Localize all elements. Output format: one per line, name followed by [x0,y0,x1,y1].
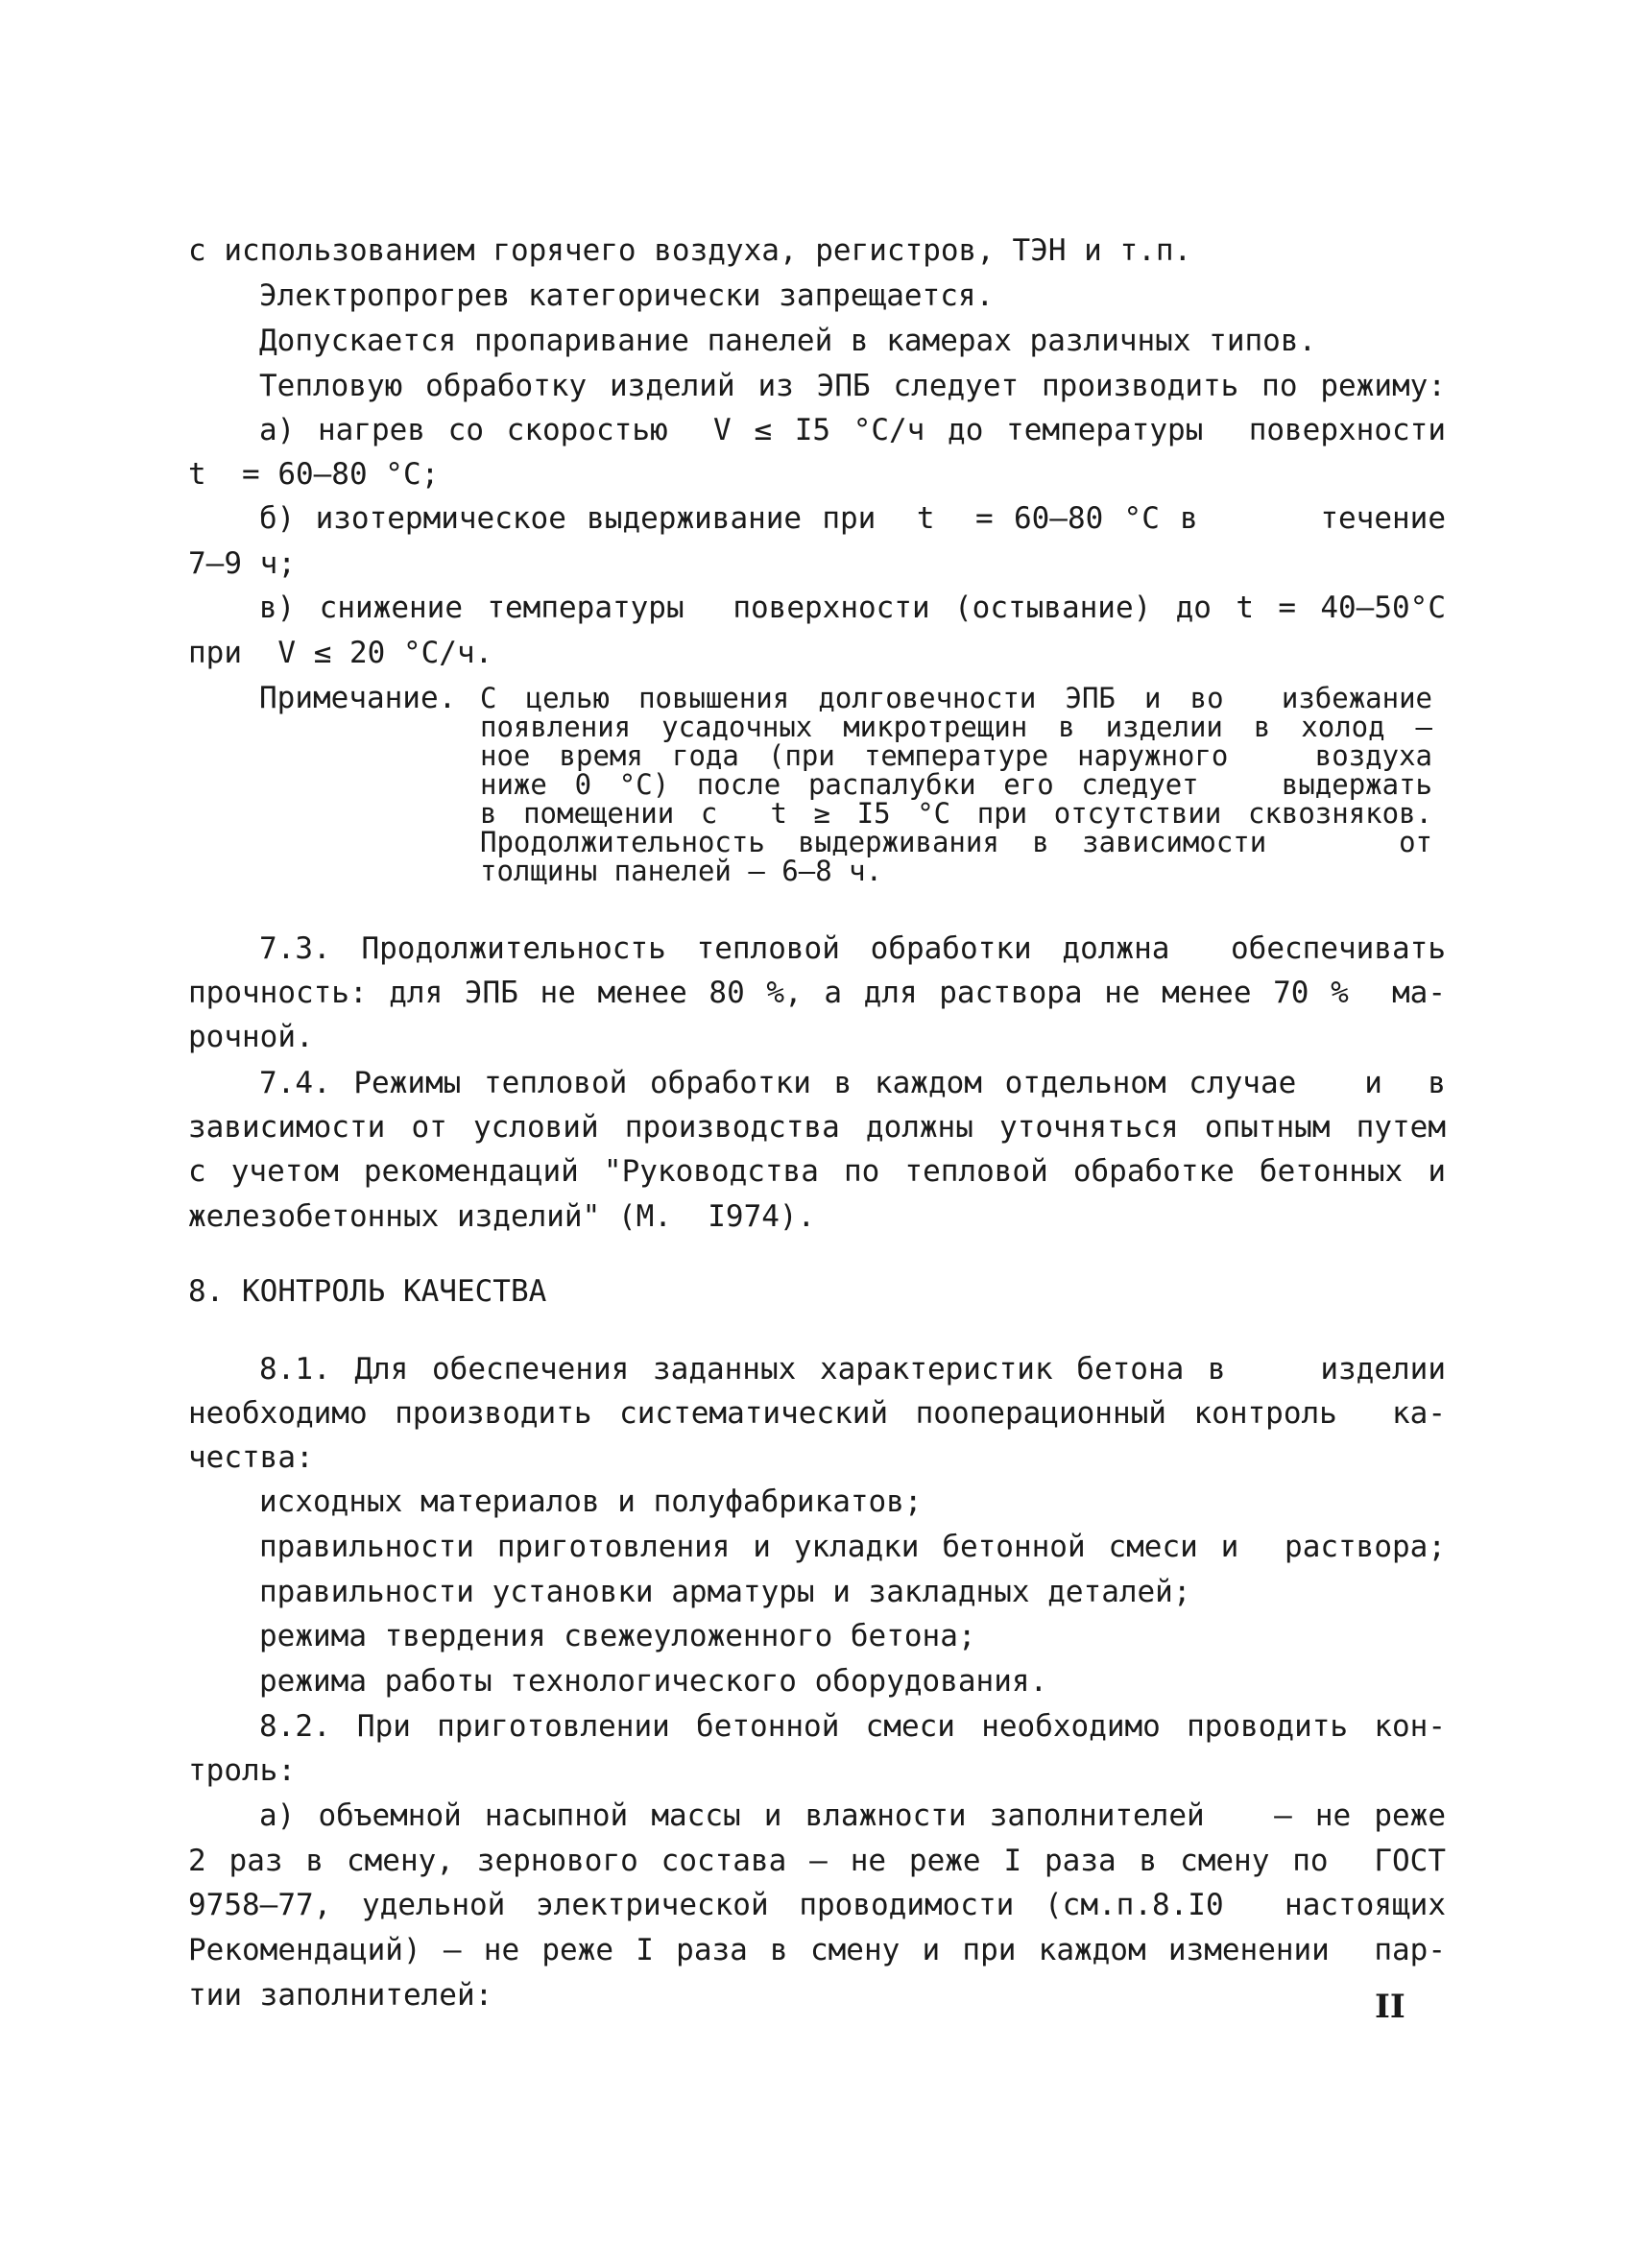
paragraph-8-2a-line: 2 раз в смену, зернового состава – не реже I раза в смену по ГОСТ [188,1844,1446,1878]
text-line: при V ≤ 20 °С/ч. [188,636,493,670]
paragraph-8-2a-line: Рекомендаций) – не реже I раза в смену и при каждом изменении пар- [188,1933,1446,1967]
paragraph-8-2-line: троль: [188,1753,296,1788]
paragraph-7-3-line: прочность: для ЭПБ не менее 80 %, а для раствора не менее 70 % ма- [188,976,1446,1010]
paragraph-7-4-line: железобетонных изделий" (М. I974). [188,1199,816,1234]
text-line: t = 60–80 °С; [188,457,440,492]
paragraph-8-2a-line: тии заполнителей: [188,1978,493,2013]
list-item: правильности приготовления и укладки бетонной смеси и раствора; [259,1530,1446,1564]
paragraph-7-3-line: 7.3. Продолжительность тепловой обработки должна обеспечивать [259,931,1446,966]
list-item: режима твердения свежеуложенного бетона; [259,1619,976,1653]
note-line: ное время года (при температуре наружного воздуха [480,739,1432,772]
paragraph-8-2a-line: а) объемной насыпной массы и влажности заполнителей – не реже [259,1798,1446,1833]
text-line: б) изотермическое выдерживание при t = 60–80 °С в течение [259,501,1446,536]
list-item: правильности установки арматуры и закладных деталей; [259,1575,1191,1609]
section-heading: 8. КОНТРОЛЬ КАЧЕСТВА [188,1274,547,1309]
paragraph-8-1-line: необходимо производить систематический пооперационный контроль ка- [188,1396,1446,1431]
list-item: режима работы технологического оборудования. [259,1664,1048,1699]
list-item: исходных материалов и полуфабрикатов; [259,1484,923,1519]
paragraph-8-2a-line: 9758–77, удельной электрической проводимости (см.п.8.I0 настоящих [188,1888,1446,1922]
paragraph-8-1-line: 8.1. Для обеспечения заданных характеристик бетона в изделии [259,1352,1446,1387]
text-line: Тепловую обработку изделий из ЭПБ следует производить по режиму: [259,369,1446,403]
note-line: С целью повышения долговечности ЭПБ и во избежание [480,682,1432,714]
paragraph-8-1-line: чества: [188,1440,314,1475]
text-line: с использованием горячего воздуха, регистров, ТЭН и т.п. [188,233,1192,268]
page-number: II [1375,1988,1405,2026]
paragraph-7-3-line: рочной. [188,1020,314,1054]
note-line: Продолжительность выдерживания в зависимости от [480,826,1432,858]
paragraph-7-4-line: с учетом рекомендаций "Руководства по тепловой обработке бетонных и [188,1154,1446,1189]
paragraph-7-4-line: 7.4. Режимы тепловой обработки в каждом отдельном случае и в [259,1066,1446,1100]
text-line: Электропрогрев категорически запрещается. [259,278,995,313]
text-line: а) нагрев со скоростью V ≤ I5 °С/ч до температуры поверхности [259,413,1446,447]
text-line: 7–9 ч; [188,546,296,581]
note-line: в помещении с t ≥ I5 °С при отсутствии сквозняков. [480,797,1432,830]
note-line: толщины панелей – 6–8 ч. [480,855,883,887]
paragraph-7-4-line: зависимости от условий производства должны уточняться опытным путем [188,1110,1446,1145]
note-line: появления усадочных микротрещин в изделии в холод – [480,711,1432,743]
note-label: Примечание. [259,681,457,715]
paragraph-8-2-line: 8.2. При приготовлении бетонной смеси необходимо проводить кон- [259,1709,1446,1744]
text-line: в) снижение температуры поверхности (остывание) до t = 40–50°С [259,591,1446,625]
text-line: Допускается пропаривание панелей в камерах различных типов. [259,324,1317,358]
note-line: ниже 0 °С) после распалубки его следует выдержать [480,768,1432,801]
